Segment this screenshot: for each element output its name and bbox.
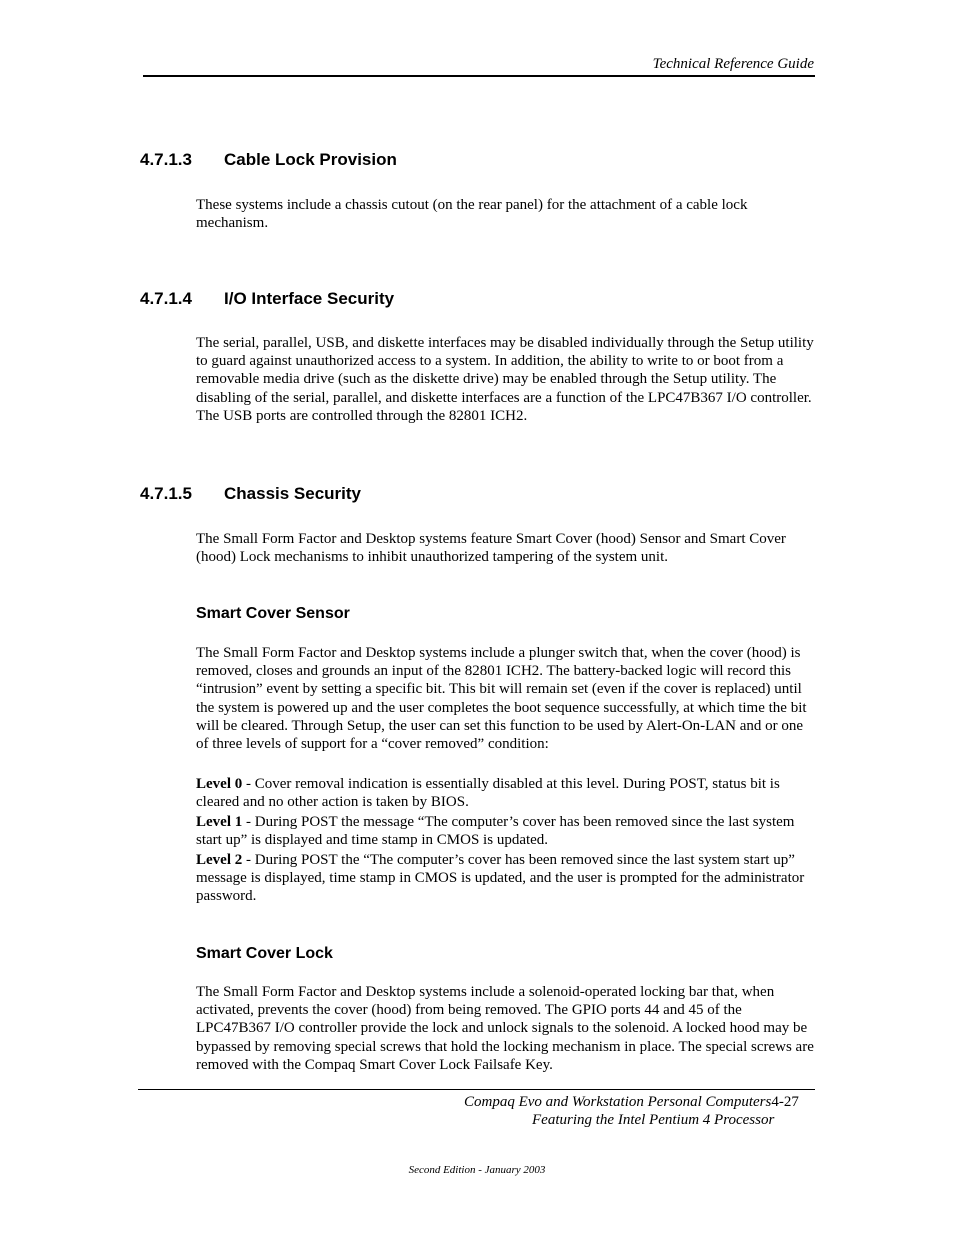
section-title: I/O Interface Security [224, 289, 395, 308]
section-title: Chassis Security [224, 484, 362, 503]
footer-rule [138, 1089, 815, 1090]
footer-product-line [464, 1094, 799, 1111]
section-heading-io-security [140, 289, 394, 309]
level-label: Level 0 [196, 776, 243, 792]
footer-product: Compaq Evo and Workstation Personal Computers [464, 1094, 772, 1110]
smart-cover-lock-paragraph: The Small Form Factor and Desktop systems include a solenoid-operated locking bar that, when activated, prevents the cover (hood) from being removed. The GPIO ports 44 and 45 of the LPC47B367 I/O controller provide the lock and unlock signals to the solenoid. A locked hood may be bypassed by removing special screws that hold the locking mechanism in place. The special screws are removed with the Compaq Smart Cover Lock Failsafe Key. [196, 984, 814, 1073]
header-rule [143, 75, 815, 77]
section-number: 4.7.1.5 [140, 484, 192, 503]
section-heading-cable-lock [140, 150, 397, 170]
level-label: Level 2 [196, 852, 243, 868]
running-header-title: Technical Reference Guide [652, 56, 814, 72]
section-number: 4.7.1.4 [140, 289, 192, 308]
level-2-item [196, 851, 816, 906]
level-text: - Cover removal indication is essentially disabled at this level. During POST, status bit is cleared and no other action is taken by BIOS. [196, 776, 780, 811]
io-security-paragraph: The serial, parallel, USB, and diskette interfaces may be disabled individually through the Setup utility to guard against unauthorized access to a system. In addition, the ability to write to or boot from a removable media drive (such as the diskette drive) may be enabled through the Setup utility. The disabling of the serial, parallel, and diskette interfaces are a function of the LPC47B367 I/O controller. The USB ports are controlled through the 82801 ICH2. [196, 335, 814, 424]
cable-lock-paragraph: These systems include a chassis cutout (on the rear panel) for the attachment of a cable lock mechanism. [196, 197, 748, 232]
section-title: Cable Lock Provision [224, 150, 397, 169]
section-number: 4.7.1.3 [140, 150, 192, 169]
footer-subtitle: Featuring the Intel Pentium 4 Processor [532, 1112, 775, 1128]
section-heading-chassis-security [140, 484, 361, 504]
chassis-security-paragraph: The Small Form Factor and Desktop systems feature Smart Cover (hood) Sensor and Smart Cover (hood) Lock mechanisms to inhibit unauthorized tampering of the system unit. [196, 531, 786, 566]
level-1-item [196, 813, 816, 849]
page-number: 4-27 [771, 1094, 799, 1110]
subheading-smart-cover-sensor: Smart Cover Sensor [196, 605, 350, 622]
level-0-item [196, 775, 816, 811]
smart-cover-sensor-paragraph: The Small Form Factor and Desktop systems include a plunger switch that, when the cover (hood) is removed, closes and grounds an input of the 82801 ICH2. The battery-backed logic will record this “intrusion” event by setting a specific bit. This bit will remain set (even if the cover is replaced) until the system is powered up and the user completes the boot sequence successfully, at which time the bit will be cleared. Through Setup, the user can set this function to be used by Alert-On-LAN and or one of three levels of support for a “cover removed” condition: [196, 645, 807, 753]
level-text: - During POST the message “The computer’s cover has been removed since the last system start up” is displayed and time stamp in CMOS is updated. [196, 814, 795, 849]
level-text: - During POST the “The computer’s cover has been removed since the last system start up” message is displayed, time stamp in CMOS is updated, and the user is prompted for the administrator password. [196, 852, 805, 905]
edition-note: Second Edition - January 2003 [408, 1164, 546, 1176]
level-label: Level 1 [196, 814, 243, 830]
subheading-smart-cover-lock: Smart Cover Lock [196, 945, 333, 962]
